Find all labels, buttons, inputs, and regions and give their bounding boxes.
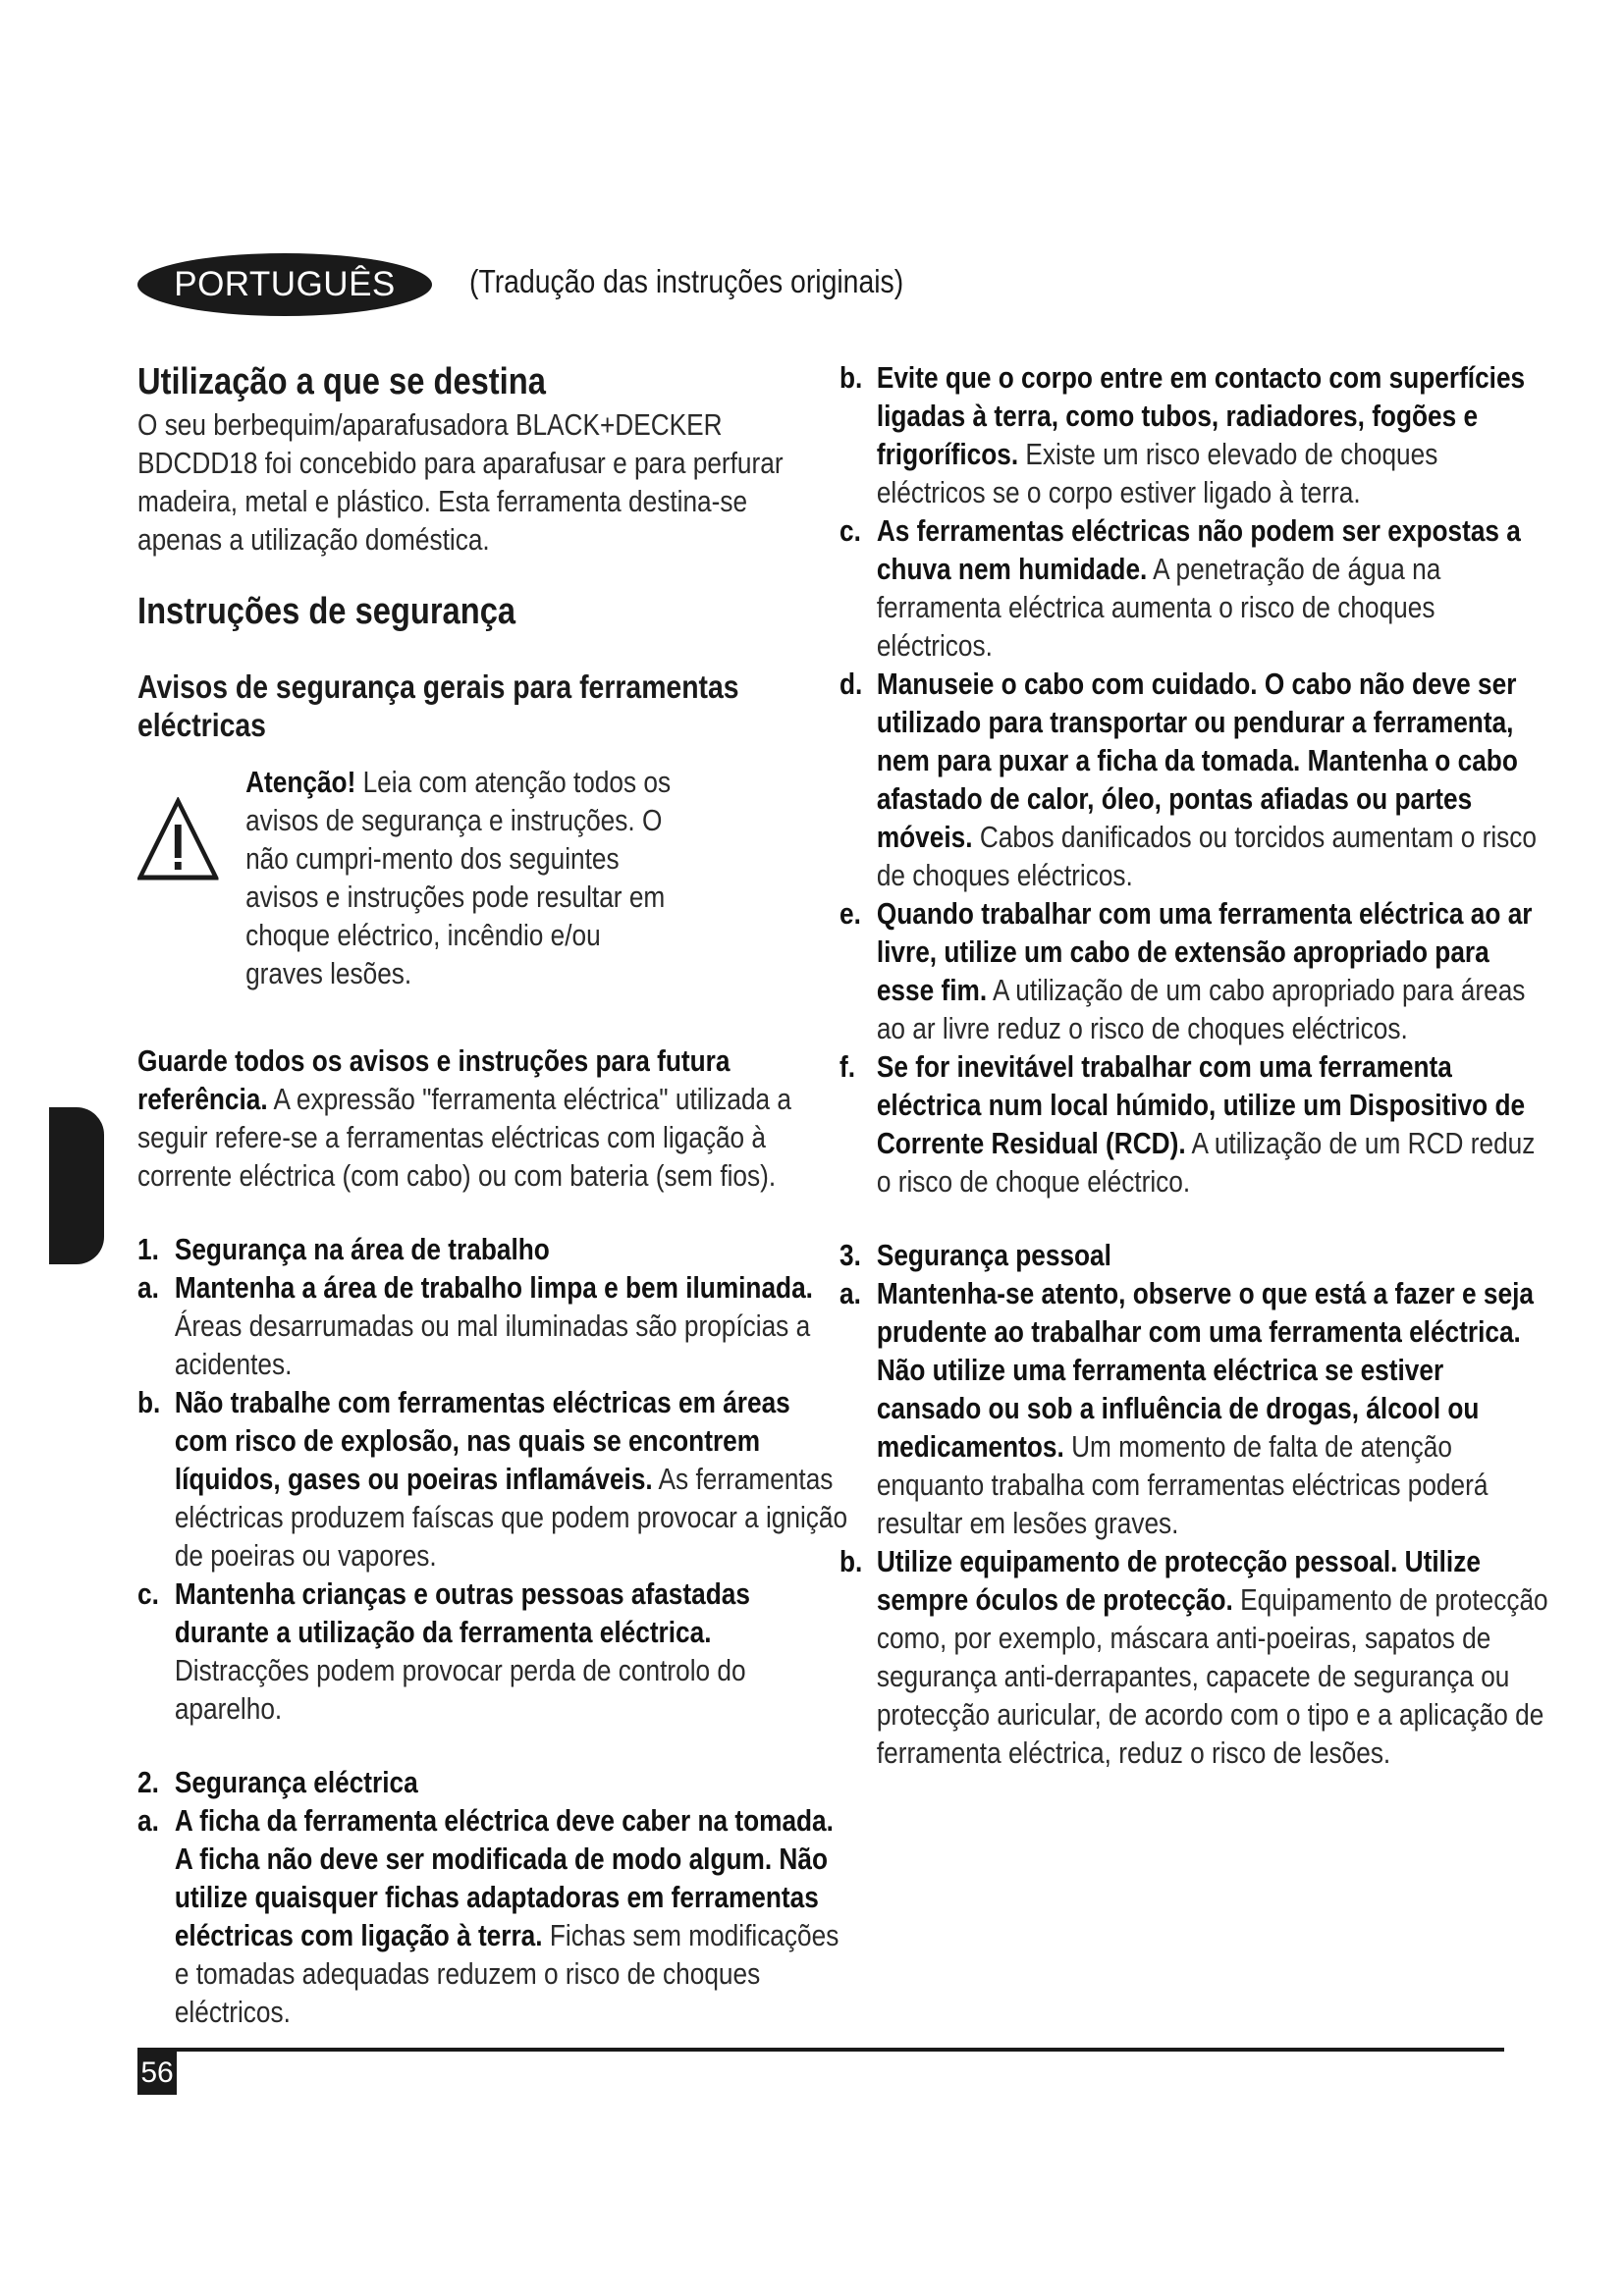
section-3-title: Segurança pessoal [876, 1239, 1111, 1272]
list-item: d. Manuseie o cabo com cuidado. O cabo não deve ser utilizado para transportar ou pendurar a ferramenta, nem para puxar a ficha da tomada. Mantenha o cabo afastado de calor, óleo, pontas afiadas ou partes móveis. Cabos danificados ou torcidos aumentam o risco de choques eléctricos. [839, 667, 1537, 892]
list-item: b. Utilize equipamento de protecção pessoal. Utilize sempre óculos de protecção. Equipamento de protecção como, por exemplo, máscara anti-poeiras, sapatos de segurança anti-derrapantes, capacete de segurança ou protecção auricular, de acordo com o tipo e a aplicação de ferramenta eléctrica, reduz o risco de lesões. [839, 1545, 1548, 1770]
section-1: 1. Segurança na área de trabalho a. Mantenha a área de trabalho limpa e bem iluminada. Áreas desarrumadas ou mal iluminadas são propícias a acidentes. b. Não trabalhe com ferramentas eléctricas em áreas com risco de explosão, nas quais se encontrem líquidos, gases ou poeiras inflamáveis. As ferramentas eléctricas produzem faíscas que podem provocar a ignição de poeiras ou vapores. c. Mantenha crianças e outras pessoas afastadas durante a utilização da ferramenta eléctrica. Distracções podem provocar perda de controlo do aparelho. [137, 1231, 889, 1729]
intended-use-body: O seu berbequim/aparafusadora BLACK+DECKER BDCDD18 foi concebido para aparafusar e para perfurar madeira, metal e plástico. Esta ferramenta destina-se apenas a utilização doméstica. [137, 408, 784, 557]
section-2-title: Segurança eléctrica [174, 1766, 418, 1799]
list-item: c. As ferramentas eléctricas não podem ser expostas a chuva nem humidade. A penetração de água na ferramenta eléctrica aumenta o risco de choques eléctricos. [839, 514, 1521, 663]
list-item: a. A ficha da ferramenta eléctrica deve caber na tomada. A ficha não deve ser modificada de modo algum. Não utilize quaisquer fichas adaptadoras em ferramentas eléctricas com ligação à terra. Fichas sem modificações e tomadas adequadas reduzem o risco de choques eléctricos. [137, 1804, 839, 2029]
list-item: a. Mantenha a área de trabalho limpa e bem iluminada. Áreas desarrumadas ou mal iluminadas são propícias a acidentes. [137, 1271, 813, 1381]
intended-use-title: Utilização a que se destina [137, 361, 546, 402]
list-item: b. Evite que o corpo entre em contacto com superfícies ligadas à terra, como tubos, radiadores, fogões e frigoríficos. Existe um risco elevado de choques eléctricos se o corpo estiver ligado à terra. [839, 361, 1526, 509]
warning-block [137, 764, 889, 993]
list-item: b. Não trabalhe com ferramentas eléctricas em áreas com risco de explosão, nas quais se encontrem líquidos, gases ou poeiras inflamáveis. As ferramentas eléctricas produzem faíscas que podem provocar a ignição de poeiras ou vapores. [137, 1386, 848, 1573]
footer-rule [137, 2048, 1504, 2052]
page-number: 56 [137, 2052, 177, 2095]
language-badge: PORTUGUÊS [137, 253, 432, 316]
translation-note: (Tradução das instruções originais) [469, 263, 904, 299]
list-item: a. Mantenha-se atento, observe o que está a fazer e seja prudente ao trabalhar com uma ferramenta eléctrica. Não utilize uma ferramenta eléctrica se estiver cansado ou sob a influência de drogas, álcool ou medicamentos. Um momento de falta de atenção enquanto trabalha com ferramentas eléctricas poderá resultar em lesões graves. [839, 1277, 1534, 1540]
keep-instructions: Guarde todos os avisos e instruções para futura referência. A expressão "ferramenta eléctrica" utilizada a seguir refere-se a ferramentas eléctricas com ligação à corrente eléctrica (com cabo) ou com bateria (sem fios). [137, 1044, 792, 1193]
side-tab-marker [49, 1107, 104, 1264]
right-column [839, 359, 1596, 1773]
left-column [137, 359, 893, 2032]
section-2: 2. Segurança eléctrica a. A ficha da ferramenta eléctrica deve caber na tomada. A ficha não deve ser modificada de modo algum. Não utilize quaisquer fichas adaptadoras em ferramentas eléctricas com ligação à terra. Fichas sem modificações e tomadas adequadas reduzem o risco de choques eléctricos. [137, 1764, 889, 2032]
list-item: c. Mantenha crianças e outras pessoas afastadas durante a utilização da ferramenta eléctrica. Distracções podem provocar perda de controlo do aparelho. [137, 1577, 750, 1726]
list-item: e. Quando trabalhar com uma ferramenta eléctrica ao ar livre, utilize um cabo de extensão apropriado para esse fim. A utilização de um cabo apropriado para áreas ao ar livre reduz o risco de choques eléctricos. [839, 897, 1533, 1045]
section-3: 3. Segurança pessoal a. Mantenha-se atento, observe o que está a fazer e seja prudente ao trabalhar com uma ferramenta eléctrica. Não utilize uma ferramenta eléctrica se estiver cansado ou sob a influência de drogas, álcool ou medicamentos. Um momento de falta de atenção enquanto trabalha com ferramentas eléctricas poderá resultar em lesões graves. b. Utilize equipamento de protecção pessoal. Utilize sempre óculos de protecção. Equipamento de protecção como, por exemplo, máscara anti-poeiras, sapatos de segurança anti-derrapantes, capacete de segurança ou protecção auricular, de acordo com o tipo e a aplicação de ferramenta eléctrica, reduz o risco de lesões. [839, 1237, 1515, 1773]
safety-subtitle: Avisos de segurança gerais para ferramentas eléctricas [137, 668, 739, 743]
list-item: f. Se for inevitável trabalhar com uma ferramenta eléctrica num local húmido, utilize um Dispositivo de Corrente Residual (RCD). A utilização de um RCD reduz o risco de choque eléctrico. [839, 1050, 1536, 1199]
safety-title: Instruções de segurança [137, 591, 516, 632]
warning-label: Atenção! [245, 766, 356, 799]
section-1-title: Segurança na área de trabalho [174, 1233, 550, 1266]
warning-triangle-icon [137, 797, 219, 881]
warning-text: Leia com atenção todos os avisos de segurança e instruções. O não cumpri-mento dos seguintes avisos e instruções pode resultar em choque eléctrico, incêndio e/ou graves lesões. [245, 766, 672, 990]
